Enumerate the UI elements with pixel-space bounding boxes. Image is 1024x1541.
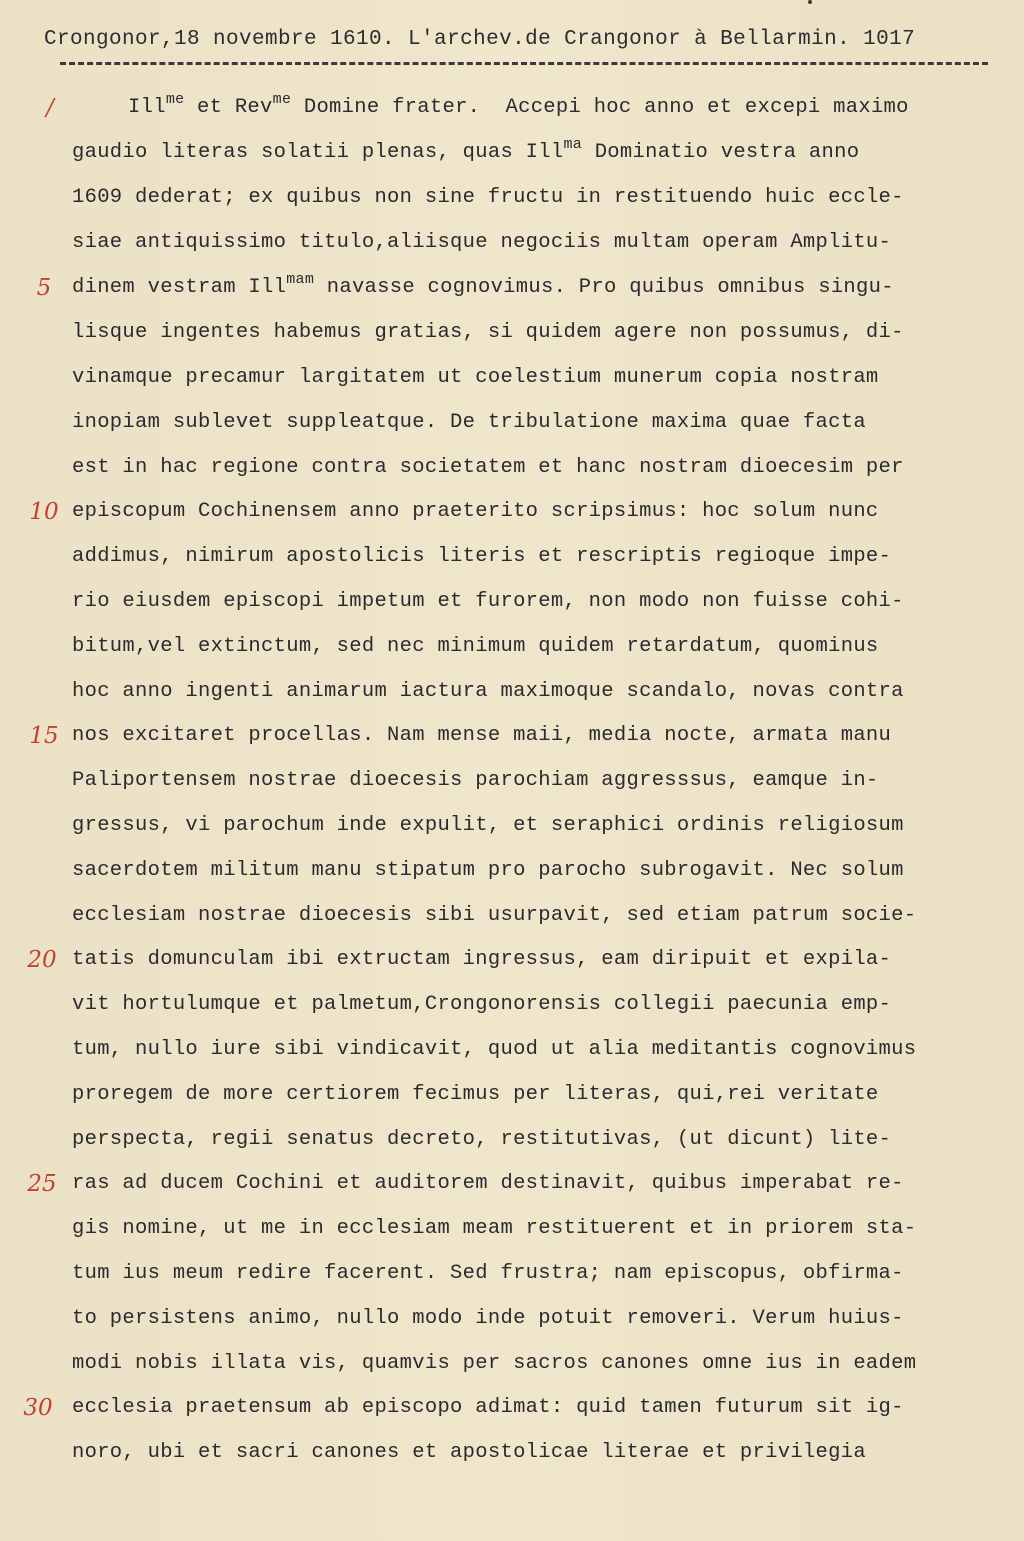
text-line: episcopum Cochinensem anno praeterito scripsimus: hoc solum nunc xyxy=(72,500,879,523)
text-line: tum ius meum redire facerent. Sed frustra; nam episcopus, obfirma- xyxy=(72,1262,904,1285)
text-line: gis nomine, ut me in ecclesiam meam restituerent et in priorem sta- xyxy=(72,1217,917,1240)
text-line: modi nobis illata vis, quamvis per sacros canones omne ius in eadem xyxy=(72,1352,917,1375)
text-line: sacerdotem militum manu stipatum pro parocho subrogavit. Nec solum xyxy=(72,859,904,882)
text-line: vinamque precamur largitatem ut coelestium munerum copia nostram xyxy=(72,366,879,389)
text-line: dinem vestram Ill$^{mam}$ navasse cognovimus. Pro quibus omnibus singu- xyxy=(72,271,894,299)
text-line: ecclesia praetensum ab episcopo adimat: quid tamen futurum sit ig- xyxy=(72,1396,904,1419)
text-line: est in hac regione contra societatem et hanc nostram dioecesim per xyxy=(72,456,904,479)
text-line: Ill$^{me}$ et Rev$^{me}$ Domine frater. Accepi hoc anno et excepi maximo xyxy=(128,91,909,119)
line-number: 30 xyxy=(23,1395,53,1421)
text-line: rio eiusdem episcopi impetum et furorem, non modo non fuisse cohi- xyxy=(72,590,904,613)
line-number: 25 xyxy=(27,1171,57,1197)
text-line: tatis domunculam ibi extructam ingressus, eam diripuit et expila- xyxy=(72,948,892,971)
line-number: 15 xyxy=(29,723,59,749)
text-line: ras ad ducem Cochini et auditorem destinavit, quibus imperabat re- xyxy=(72,1172,904,1195)
text-line: tum, nullo iure sibi vindicavit, quod ut alia meditantis cognovimus xyxy=(72,1038,917,1061)
text-line: ecclesiam nostrae dioecesis sibi usurpavit, sed etiam patrum socie- xyxy=(72,904,917,927)
line-number: 20 xyxy=(27,947,57,973)
text-line: addimus, nimirum apostolicis literis et rescriptis regioque impe- xyxy=(72,545,892,568)
text-line: hoc anno ingenti animarum iactura maximoque scandalo, novas contra xyxy=(72,680,904,703)
text-line: to persistens animo, nullo modo inde potuit removeri. Verum huius- xyxy=(72,1307,904,1330)
line-number: / xyxy=(46,95,54,121)
text-line: bitum,vel extinctum, sed nec minimum quidem retardatum, quominus xyxy=(72,635,879,658)
text-line: nos excitaret procellas. Nam mense maii, media nocte, armata manu xyxy=(72,724,892,747)
text-line: siae antiquissimo titulo,aliisque negociis multam operam Amplitu- xyxy=(72,231,892,254)
text-line: proregem de more certiorem fecimus per literas, qui,rei veritate xyxy=(72,1083,879,1106)
text-line: noro, ubi et sacri canones et apostolicae literae et privilegia xyxy=(72,1441,866,1464)
text-line: inopiam sublevet suppleatque. De tribulatione maxima quae facta xyxy=(72,411,866,434)
text-line: lisque ingentes habemus gratias, si quidem agere non possumus, di- xyxy=(72,321,904,344)
header-rule xyxy=(60,62,988,65)
text-line: gressus, vi parochum inde expulit, et seraphici ordinis religiosum xyxy=(72,814,904,837)
ink-dot xyxy=(808,0,812,4)
text-line: perspecta, regii senatus decreto, restitutivas, (ut dicunt) lite- xyxy=(72,1128,892,1151)
text-line: Paliportensem nostrae dioecesis parochiam aggresssus, eamque in- xyxy=(72,769,879,792)
line-number: 10 xyxy=(29,499,59,525)
text-line: vit hortulumque et palmetum,Crongonorensis collegii paecunia emp- xyxy=(72,993,892,1016)
text-line: 1609 dederat; ex quibus non sine fructu in restituendo huic eccle- xyxy=(72,186,904,209)
line-number: 5 xyxy=(36,275,52,301)
text-line: gaudio literas solatii plenas, quas Ill$^{ma}$ Dominatio vestra anno xyxy=(72,136,860,164)
page-header: Crongonor,18 novembre 1610. L'archev.de Crangonor à Bellarmin. 1017 xyxy=(44,28,916,51)
